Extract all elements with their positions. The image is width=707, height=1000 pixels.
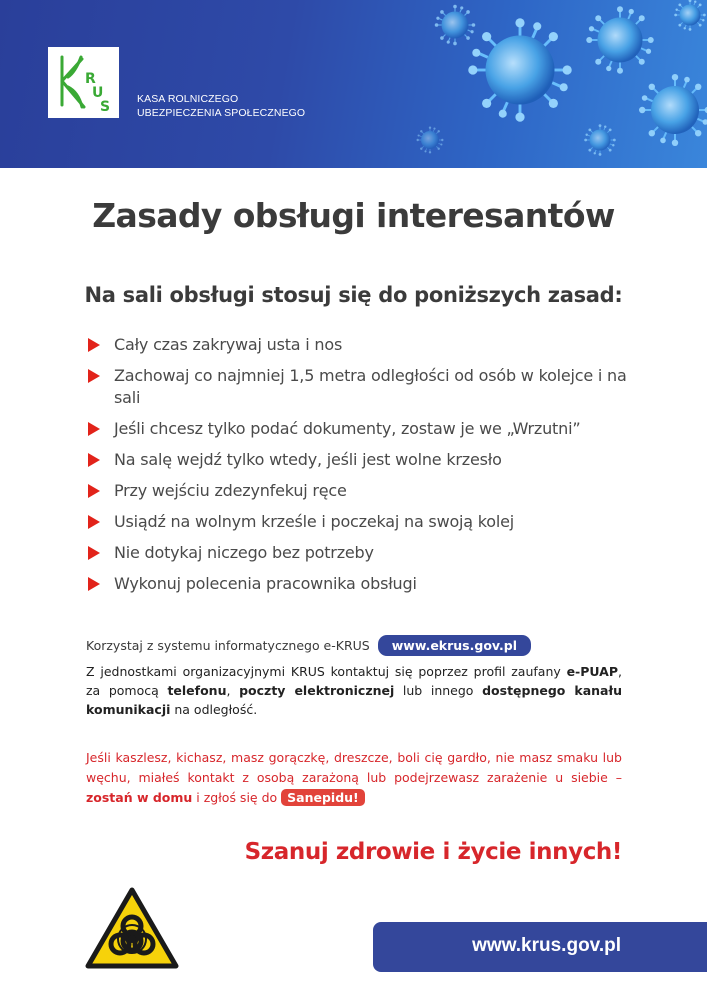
rule-text: Cały czas zakrywaj usta i nos bbox=[114, 335, 343, 354]
slogan: Szanuj zdrowie i życie innych! bbox=[244, 839, 622, 865]
contact-text-5: na odległość. bbox=[170, 702, 258, 717]
triangle-bullet-icon bbox=[88, 546, 100, 560]
triangle-bullet-icon bbox=[88, 338, 100, 352]
krus-logo bbox=[48, 47, 119, 118]
triangle-bullet-icon bbox=[88, 369, 100, 383]
list-item bbox=[86, 449, 646, 471]
page-subtitle: Na sali obsługi stosuj się do poniższych zasad: bbox=[84, 283, 623, 307]
ekrus-link[interactable]: www.ekrus.gov.pl bbox=[378, 635, 531, 656]
contact-paragraph bbox=[86, 662, 622, 719]
contact-text-2: , za pomocą bbox=[86, 664, 622, 698]
triangle-bullet-icon bbox=[88, 484, 100, 498]
triangle-bullet-icon bbox=[88, 453, 100, 467]
list-item bbox=[86, 480, 646, 502]
warning-text-2: i zgłoś się do bbox=[192, 790, 282, 805]
contact-bold-phone: telefonu bbox=[167, 683, 227, 698]
krus-logo-mark bbox=[48, 47, 119, 118]
rule-text: Nie dotykaj niczego bez potrzeby bbox=[114, 543, 374, 562]
contact-text-4: lub innego bbox=[394, 683, 483, 698]
triangle-bullet-icon bbox=[88, 515, 100, 529]
organization-name bbox=[137, 92, 377, 120]
svg-text:U: U bbox=[92, 85, 104, 101]
list-item bbox=[86, 542, 646, 564]
rule-text: Na salę wejdź tylko wtedy, jeśli jest wolne krzesło bbox=[114, 450, 502, 469]
svg-text:S: S bbox=[100, 99, 111, 115]
rule-text: Jeśli chcesz tylko podać dokumenty, zostaw je we „Wrzutni” bbox=[114, 419, 581, 438]
ekrus-text: Korzystaj z systemu informatycznego e-KRUS bbox=[86, 637, 370, 653]
warning-text-1: Jeśli kaszlesz, kichasz, masz gorączkę, dreszcze, boli cię gardło, nie masz smaku lub węchu, miałeś kontakt z osobą zarażoną lub podejrzewasz zarażenie u siebie – bbox=[86, 750, 622, 785]
sanepid-badge: Sanepidu! bbox=[281, 789, 365, 806]
triangle-bullet-icon bbox=[88, 577, 100, 591]
list-item bbox=[86, 511, 646, 533]
svg-text:R: R bbox=[85, 71, 96, 87]
footer-website-link[interactable]: www.krus.gov.pl bbox=[472, 935, 621, 956]
rule-text: Zachowaj co najmniej 1,5 metra odległości od osób w kolejce i na sali bbox=[114, 366, 627, 407]
rule-text: Usiądź na wolnym krześle i poczekaj na swoją kolej bbox=[114, 512, 515, 531]
rule-text: Przy wejściu zdezynfekuj ręce bbox=[114, 481, 347, 500]
header-banner bbox=[0, 0, 707, 168]
warning-stay-home: zostań w domu bbox=[86, 790, 193, 805]
contact-text-1: Z jednostkami organizacyjnymi KRUS kontaktuj się poprzez profil zaufany bbox=[86, 664, 561, 679]
list-item bbox=[86, 365, 646, 409]
list-item bbox=[86, 573, 646, 595]
contact-text-3: , bbox=[226, 683, 240, 698]
health-warning bbox=[86, 748, 622, 808]
organization-name-line1: KASA ROLNICZEGO bbox=[137, 93, 239, 105]
contact-bold-channel: dostępnego kanału komunikacji bbox=[86, 683, 623, 717]
list-item bbox=[86, 334, 646, 356]
triangle-bullet-icon bbox=[88, 422, 100, 436]
rule-text: Wykonuj polecenia pracownika obsługi bbox=[114, 574, 417, 593]
list-item bbox=[86, 418, 646, 440]
organization-name-line2: UBEZPIECZENIA SPOŁECZNEGO bbox=[137, 107, 306, 119]
footer-bar bbox=[373, 922, 707, 972]
contact-bold-email: poczty elektronicznej bbox=[239, 683, 395, 698]
rules-list bbox=[86, 334, 646, 604]
contact-bold-epuap: e-PUAP bbox=[566, 664, 619, 679]
page-title: Zasady obsługi interesantów bbox=[92, 196, 615, 235]
biohazard-icon bbox=[84, 886, 180, 970]
ekrus-notice bbox=[86, 633, 646, 657]
